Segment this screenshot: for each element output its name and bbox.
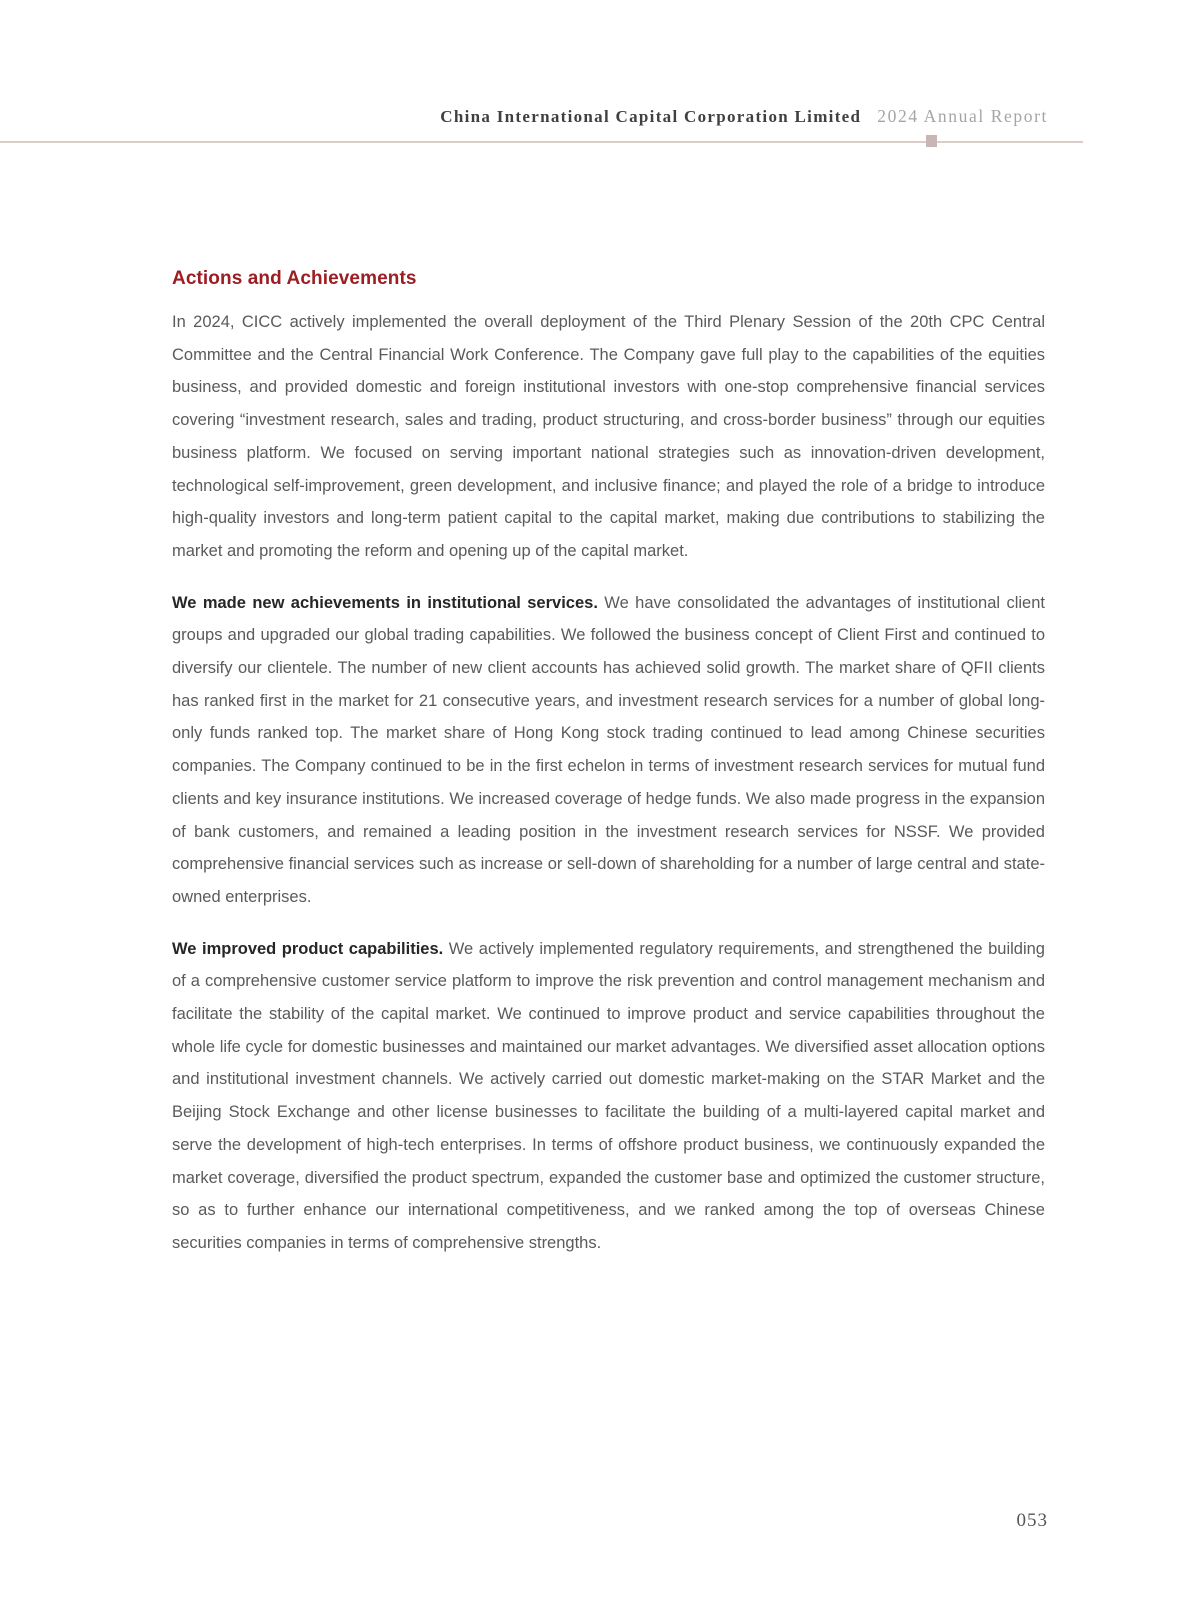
paragraph-institutional-services-lead: We made new achievements in institutional services. <box>172 593 598 612</box>
header-report-title: 2024 Annual Report <box>877 106 1048 126</box>
paragraph-product-capabilities-lead: We improved product capabilities. <box>172 939 444 958</box>
section-heading: Actions and Achievements <box>172 268 417 289</box>
header-company-name: China International Capital Corporation Limited <box>440 107 862 126</box>
paragraph-institutional-services <box>172 587 1045 914</box>
paragraph-product-capabilities <box>172 933 1045 1260</box>
paragraph-institutional-services-text: We have consolidated the advantages of institutional client groups and upgraded our global trading capabilities. We followed the business concept of Client First and continued to diversify our clientele. The number of new client accounts has achieved solid growth. The market share of QFII clients has ranked first in the market for 21 consecutive years, and investment research services for a number of global long-only funds ranked top. The market share of Hong Kong stock trading continued to lead among Chinese securities companies. The Company continued to be in the first echelon in terms of investment research services for mutual fund clients and key insurance institutions. We increased coverage of hedge funds. We also made progress in the expansion of bank customers, and remained a leading position in the investment research services for NSSF. We provided comprehensive financial services such as increase or sell-down of shareholding for a number of large central and state-owned enterprises. <box>172 593 1045 906</box>
main-content <box>172 268 1045 1279</box>
paragraph-overview-text: In 2024, CICC actively implemented the overall deployment of the Third Plenary Session of the 20th CPC Central Committee and the Central Financial Work Conference. The Company gave full play to the capabilities of the equities business, and provided domestic and foreign institutional investors with one-stop comprehensive financial services covering “investment research, sales and trading, product structuring, and cross-border business” through our equities business platform. We focused on serving important national strategies such as innovation-driven development, technological self-improvement, green development, and inclusive finance; and played the role of a bridge to introduce high-quality investors and long-term patient capital to the capital market, making due contributions to stabilizing the market and promoting the reform and opening up of the capital market. <box>172 313 1045 560</box>
header-divider-square-marker <box>926 135 937 147</box>
paragraph-overview <box>172 306 1045 568</box>
page-header <box>440 106 1048 127</box>
page-number: 053 <box>1016 1510 1048 1531</box>
header-divider-line <box>0 141 1083 143</box>
paragraph-product-capabilities-text: We actively implemented regulatory requirements, and strengthened the building of a comprehensive customer service platform to improve the risk prevention and control management mechanism and facilitate the stability of the capital market. We continued to improve product and service capabilities throughout the whole life cycle for domestic businesses and maintained our market advantages. We diversified asset allocation options and institutional investment channels. We actively carried out domestic market-making on the STAR Market and the Beijing Stock Exchange and other license businesses to facilitate the building of a multi-layered capital market and serve the development of high-tech enterprises. In terms of offshore product business, we continuously expanded the market coverage, diversified the product spectrum, expanded the customer base and optimized the customer structure, so as to further enhance our international competitiveness, and we ranked among the top of overseas Chinese securities companies in terms of comprehensive strengths. <box>172 939 1045 1252</box>
